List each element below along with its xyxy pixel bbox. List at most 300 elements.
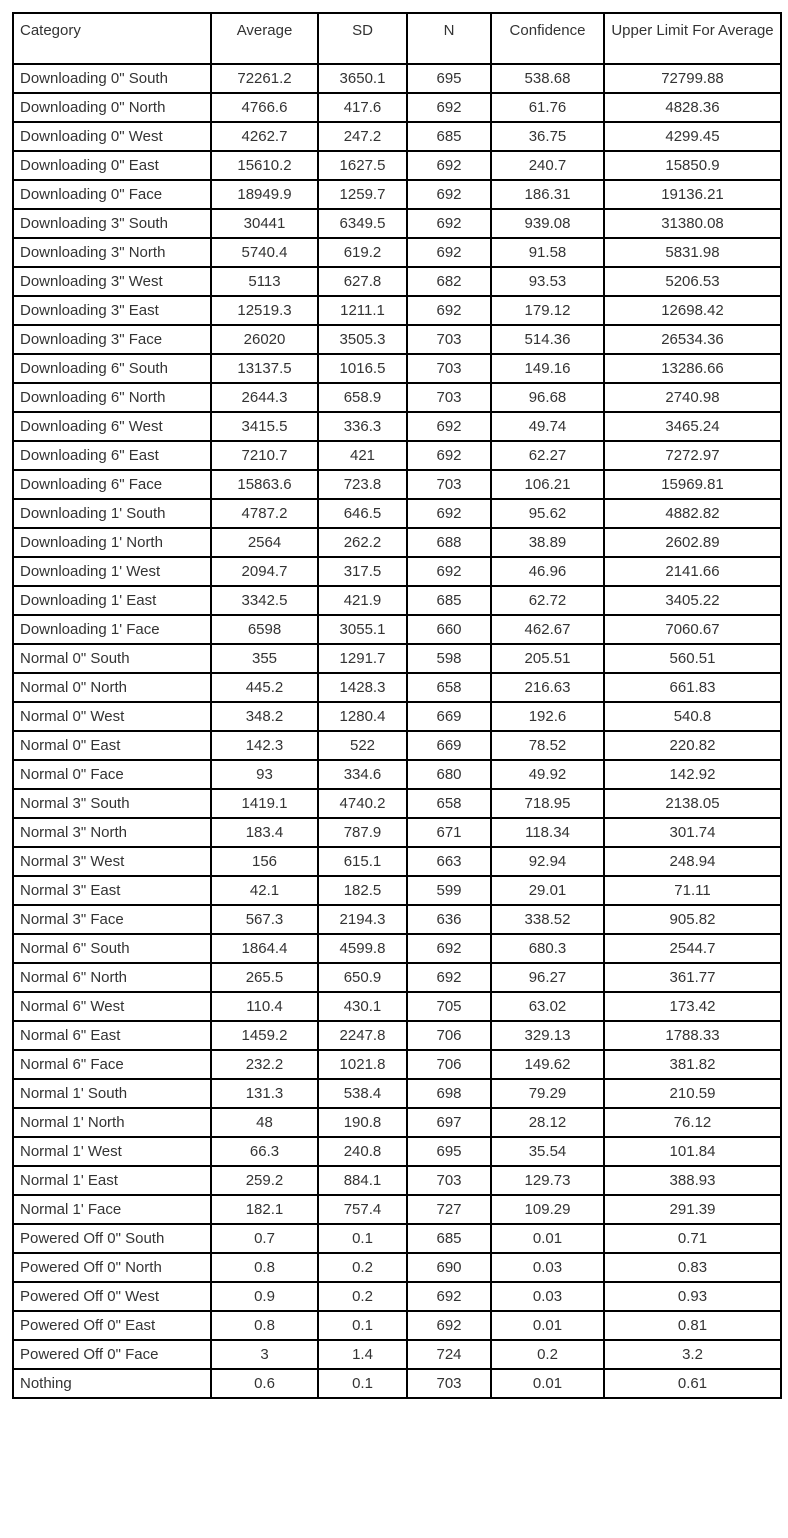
table-row — [13, 1311, 781, 1340]
table-row — [13, 93, 781, 122]
cell-average: 348.2 — [211, 702, 318, 731]
cell-confidence: 28.12 — [491, 1108, 604, 1137]
cell-upper-limit: 291.39 — [604, 1195, 781, 1224]
table-row — [13, 1050, 781, 1079]
cell-upper-limit: 19136.21 — [604, 180, 781, 209]
cell-confidence: 192.6 — [491, 702, 604, 731]
cell-upper-limit: 361.77 — [604, 963, 781, 992]
table-row — [13, 644, 781, 673]
table-row — [13, 1166, 781, 1195]
cell-category: Downloading 1' West — [13, 557, 211, 586]
cell-category: Powered Off 0" South — [13, 1224, 211, 1253]
cell-confidence: 216.63 — [491, 673, 604, 702]
cell-confidence: 63.02 — [491, 992, 604, 1021]
cell-n: 692 — [407, 1282, 491, 1311]
cell-confidence: 538.68 — [491, 64, 604, 93]
cell-upper-limit: 76.12 — [604, 1108, 781, 1137]
cell-category: Downloading 0" Face — [13, 180, 211, 209]
cell-confidence: 240.7 — [491, 151, 604, 180]
cell-upper-limit: 72799.88 — [604, 64, 781, 93]
cell-n: 692 — [407, 209, 491, 238]
cell-confidence: 338.52 — [491, 905, 604, 934]
cell-n: 697 — [407, 1108, 491, 1137]
cell-upper-limit: 7272.97 — [604, 441, 781, 470]
cell-average: 1459.2 — [211, 1021, 318, 1050]
cell-category: Downloading 1' East — [13, 586, 211, 615]
cell-category: Normal 0" West — [13, 702, 211, 731]
cell-category: Downloading 6" West — [13, 412, 211, 441]
cell-confidence: 939.08 — [491, 209, 604, 238]
cell-sd: 3505.3 — [318, 325, 407, 354]
table-row — [13, 789, 781, 818]
cell-average: 131.3 — [211, 1079, 318, 1108]
cell-average: 156 — [211, 847, 318, 876]
cell-sd: 336.3 — [318, 412, 407, 441]
cell-category: Normal 6" Face — [13, 1050, 211, 1079]
cell-upper-limit: 4299.45 — [604, 122, 781, 151]
cell-average: 30441 — [211, 209, 318, 238]
cell-sd: 627.8 — [318, 267, 407, 296]
cell-sd: 0.2 — [318, 1282, 407, 1311]
cell-confidence: 0.01 — [491, 1311, 604, 1340]
table-row — [13, 818, 781, 847]
cell-average: 3342.5 — [211, 586, 318, 615]
cell-category: Downloading 6" Face — [13, 470, 211, 499]
header-category: Category — [13, 13, 211, 64]
cell-sd: 1.4 — [318, 1340, 407, 1369]
cell-n: 663 — [407, 847, 491, 876]
cell-category: Normal 1' Face — [13, 1195, 211, 1224]
cell-sd: 182.5 — [318, 876, 407, 905]
cell-n: 692 — [407, 1311, 491, 1340]
cell-confidence: 186.31 — [491, 180, 604, 209]
cell-confidence: 0.2 — [491, 1340, 604, 1369]
cell-n: 598 — [407, 644, 491, 673]
cell-sd: 757.4 — [318, 1195, 407, 1224]
cell-average: 4787.2 — [211, 499, 318, 528]
cell-n: 685 — [407, 1224, 491, 1253]
table-row — [13, 1282, 781, 1311]
table-row — [13, 847, 781, 876]
table-row — [13, 441, 781, 470]
table-row — [13, 557, 781, 586]
cell-upper-limit: 3465.24 — [604, 412, 781, 441]
cell-upper-limit: 540.8 — [604, 702, 781, 731]
cell-sd: 522 — [318, 731, 407, 760]
cell-category: Powered Off 0" North — [13, 1253, 211, 1282]
cell-category: Downloading 6" South — [13, 354, 211, 383]
cell-category: Downloading 3" South — [13, 209, 211, 238]
cell-upper-limit: 560.51 — [604, 644, 781, 673]
cell-sd: 3650.1 — [318, 64, 407, 93]
cell-confidence: 205.51 — [491, 644, 604, 673]
table-header — [13, 13, 781, 64]
cell-sd: 0.1 — [318, 1369, 407, 1398]
cell-confidence: 96.68 — [491, 383, 604, 412]
cell-upper-limit: 3405.22 — [604, 586, 781, 615]
table-row — [13, 673, 781, 702]
cell-n: 692 — [407, 296, 491, 325]
table-row — [13, 470, 781, 499]
cell-confidence: 78.52 — [491, 731, 604, 760]
cell-category: Normal 1' North — [13, 1108, 211, 1137]
cell-confidence: 49.92 — [491, 760, 604, 789]
cell-average: 4262.7 — [211, 122, 318, 151]
cell-category: Normal 0" North — [13, 673, 211, 702]
cell-average: 259.2 — [211, 1166, 318, 1195]
cell-upper-limit: 2138.05 — [604, 789, 781, 818]
cell-upper-limit: 2602.89 — [604, 528, 781, 557]
cell-average: 5113 — [211, 267, 318, 296]
cell-confidence: 514.36 — [491, 325, 604, 354]
cell-upper-limit: 0.61 — [604, 1369, 781, 1398]
cell-category: Normal 3" South — [13, 789, 211, 818]
cell-n: 669 — [407, 702, 491, 731]
cell-category: Downloading 0" South — [13, 64, 211, 93]
cell-n: 703 — [407, 354, 491, 383]
cell-category: Downloading 3" East — [13, 296, 211, 325]
cell-average: 2644.3 — [211, 383, 318, 412]
cell-average: 4766.6 — [211, 93, 318, 122]
cell-average: 0.9 — [211, 1282, 318, 1311]
cell-sd: 646.5 — [318, 499, 407, 528]
cell-sd: 4599.8 — [318, 934, 407, 963]
cell-category: Normal 3" Face — [13, 905, 211, 934]
cell-average: 12519.3 — [211, 296, 318, 325]
table-row — [13, 267, 781, 296]
table-row — [13, 876, 781, 905]
cell-upper-limit: 248.94 — [604, 847, 781, 876]
cell-upper-limit: 3.2 — [604, 1340, 781, 1369]
table-row — [13, 64, 781, 93]
cell-confidence: 329.13 — [491, 1021, 604, 1050]
cell-n: 658 — [407, 789, 491, 818]
cell-upper-limit: 0.71 — [604, 1224, 781, 1253]
cell-upper-limit: 4828.36 — [604, 93, 781, 122]
cell-n: 658 — [407, 673, 491, 702]
cell-category: Normal 0" Face — [13, 760, 211, 789]
cell-sd: 1291.7 — [318, 644, 407, 673]
cell-n: 703 — [407, 1369, 491, 1398]
cell-n: 669 — [407, 731, 491, 760]
cell-sd: 4740.2 — [318, 789, 407, 818]
cell-sd: 421.9 — [318, 586, 407, 615]
cell-upper-limit: 0.93 — [604, 1282, 781, 1311]
cell-n: 685 — [407, 122, 491, 151]
cell-upper-limit: 173.42 — [604, 992, 781, 1021]
cell-confidence: 149.62 — [491, 1050, 604, 1079]
cell-average: 13137.5 — [211, 354, 318, 383]
cell-sd: 421 — [318, 441, 407, 470]
cell-category: Normal 0" East — [13, 731, 211, 760]
cell-average: 5740.4 — [211, 238, 318, 267]
cell-category: Downloading 0" West — [13, 122, 211, 151]
cell-average: 0.8 — [211, 1253, 318, 1282]
cell-upper-limit: 5206.53 — [604, 267, 781, 296]
cell-average: 7210.7 — [211, 441, 318, 470]
cell-n: 692 — [407, 499, 491, 528]
cell-category: Powered Off 0" Face — [13, 1340, 211, 1369]
cell-n: 688 — [407, 528, 491, 557]
cell-sd: 417.6 — [318, 93, 407, 122]
cell-sd: 262.2 — [318, 528, 407, 557]
cell-average: 232.2 — [211, 1050, 318, 1079]
cell-average: 182.1 — [211, 1195, 318, 1224]
cell-sd: 6349.5 — [318, 209, 407, 238]
table-row — [13, 1224, 781, 1253]
cell-n: 685 — [407, 586, 491, 615]
cell-upper-limit: 12698.42 — [604, 296, 781, 325]
cell-category: Normal 3" North — [13, 818, 211, 847]
cell-average: 355 — [211, 644, 318, 673]
cell-average: 42.1 — [211, 876, 318, 905]
header-upper-limit: Upper Limit For Average — [604, 13, 781, 64]
cell-average: 0.7 — [211, 1224, 318, 1253]
cell-confidence: 718.95 — [491, 789, 604, 818]
cell-sd: 317.5 — [318, 557, 407, 586]
cell-sd: 247.2 — [318, 122, 407, 151]
cell-average: 15863.6 — [211, 470, 318, 499]
cell-sd: 1259.7 — [318, 180, 407, 209]
cell-average: 1419.1 — [211, 789, 318, 818]
cell-average: 93 — [211, 760, 318, 789]
cell-upper-limit: 142.92 — [604, 760, 781, 789]
cell-confidence: 92.94 — [491, 847, 604, 876]
cell-upper-limit: 26534.36 — [604, 325, 781, 354]
cell-upper-limit: 2740.98 — [604, 383, 781, 412]
table-body — [13, 64, 781, 1398]
cell-n: 692 — [407, 93, 491, 122]
cell-sd: 1428.3 — [318, 673, 407, 702]
cell-upper-limit: 71.11 — [604, 876, 781, 905]
cell-confidence: 149.16 — [491, 354, 604, 383]
cell-confidence: 462.67 — [491, 615, 604, 644]
cell-average: 1864.4 — [211, 934, 318, 963]
cell-average: 3 — [211, 1340, 318, 1369]
cell-n: 692 — [407, 441, 491, 470]
table-row — [13, 1253, 781, 1282]
cell-average: 72261.2 — [211, 64, 318, 93]
cell-category: Normal 0" South — [13, 644, 211, 673]
cell-sd: 3055.1 — [318, 615, 407, 644]
cell-category: Normal 6" West — [13, 992, 211, 1021]
cell-category: Downloading 6" North — [13, 383, 211, 412]
table-row — [13, 238, 781, 267]
cell-confidence: 129.73 — [491, 1166, 604, 1195]
cell-n: 680 — [407, 760, 491, 789]
cell-category: Powered Off 0" West — [13, 1282, 211, 1311]
cell-sd: 0.2 — [318, 1253, 407, 1282]
cell-category: Normal 6" North — [13, 963, 211, 992]
cell-confidence: 93.53 — [491, 267, 604, 296]
cell-upper-limit: 0.81 — [604, 1311, 781, 1340]
cell-sd: 538.4 — [318, 1079, 407, 1108]
table-row — [13, 296, 781, 325]
cell-n: 692 — [407, 934, 491, 963]
cell-n: 698 — [407, 1079, 491, 1108]
cell-confidence: 179.12 — [491, 296, 604, 325]
cell-average: 0.8 — [211, 1311, 318, 1340]
cell-sd: 615.1 — [318, 847, 407, 876]
cell-category: Normal 1' West — [13, 1137, 211, 1166]
cell-sd: 723.8 — [318, 470, 407, 499]
cell-average: 110.4 — [211, 992, 318, 1021]
cell-n: 703 — [407, 470, 491, 499]
cell-upper-limit: 7060.67 — [604, 615, 781, 644]
table-row — [13, 151, 781, 180]
cell-average: 3415.5 — [211, 412, 318, 441]
cell-confidence: 49.74 — [491, 412, 604, 441]
cell-category: Normal 1' East — [13, 1166, 211, 1195]
header-n: N — [407, 13, 491, 64]
cell-confidence: 118.34 — [491, 818, 604, 847]
cell-sd: 1211.1 — [318, 296, 407, 325]
cell-average: 567.3 — [211, 905, 318, 934]
cell-n: 695 — [407, 1137, 491, 1166]
table-row — [13, 963, 781, 992]
cell-n: 727 — [407, 1195, 491, 1224]
cell-n: 692 — [407, 238, 491, 267]
cell-sd: 2194.3 — [318, 905, 407, 934]
cell-confidence: 0.01 — [491, 1369, 604, 1398]
cell-upper-limit: 210.59 — [604, 1079, 781, 1108]
table-row — [13, 702, 781, 731]
cell-confidence: 62.27 — [491, 441, 604, 470]
cell-n: 660 — [407, 615, 491, 644]
data-table — [12, 12, 782, 1399]
header-average: Average — [211, 13, 318, 64]
cell-category: Normal 6" East — [13, 1021, 211, 1050]
cell-n: 636 — [407, 905, 491, 934]
cell-average: 2094.7 — [211, 557, 318, 586]
table-row — [13, 1108, 781, 1137]
cell-category: Downloading 0" North — [13, 93, 211, 122]
cell-category: Downloading 3" West — [13, 267, 211, 296]
table-row — [13, 528, 781, 557]
cell-upper-limit: 301.74 — [604, 818, 781, 847]
cell-sd: 240.8 — [318, 1137, 407, 1166]
cell-upper-limit: 2544.7 — [604, 934, 781, 963]
cell-confidence: 91.58 — [491, 238, 604, 267]
table-row — [13, 325, 781, 354]
cell-category: Downloading 3" Face — [13, 325, 211, 354]
table-row — [13, 354, 781, 383]
cell-confidence: 96.27 — [491, 963, 604, 992]
cell-n: 692 — [407, 180, 491, 209]
cell-sd: 1280.4 — [318, 702, 407, 731]
cell-upper-limit: 905.82 — [604, 905, 781, 934]
cell-category: Downloading 0" East — [13, 151, 211, 180]
cell-confidence: 109.29 — [491, 1195, 604, 1224]
cell-n: 692 — [407, 412, 491, 441]
cell-confidence: 0.01 — [491, 1224, 604, 1253]
table-row — [13, 1340, 781, 1369]
cell-upper-limit: 661.83 — [604, 673, 781, 702]
cell-category: Normal 6" South — [13, 934, 211, 963]
cell-confidence: 0.03 — [491, 1253, 604, 1282]
cell-category: Downloading 6" East — [13, 441, 211, 470]
cell-n: 692 — [407, 963, 491, 992]
table-row — [13, 383, 781, 412]
cell-upper-limit: 0.83 — [604, 1253, 781, 1282]
table-row — [13, 731, 781, 760]
cell-average: 265.5 — [211, 963, 318, 992]
cell-sd: 1021.8 — [318, 1050, 407, 1079]
table-row — [13, 1369, 781, 1398]
cell-n: 724 — [407, 1340, 491, 1369]
table-row — [13, 209, 781, 238]
cell-average: 0.6 — [211, 1369, 318, 1398]
cell-confidence: 62.72 — [491, 586, 604, 615]
cell-sd: 334.6 — [318, 760, 407, 789]
cell-n: 706 — [407, 1021, 491, 1050]
header-row — [13, 13, 781, 64]
cell-confidence: 35.54 — [491, 1137, 604, 1166]
cell-confidence: 29.01 — [491, 876, 604, 905]
cell-average: 15610.2 — [211, 151, 318, 180]
cell-sd: 884.1 — [318, 1166, 407, 1195]
cell-sd: 619.2 — [318, 238, 407, 267]
cell-sd: 0.1 — [318, 1311, 407, 1340]
cell-upper-limit: 388.93 — [604, 1166, 781, 1195]
cell-n: 671 — [407, 818, 491, 847]
table-row — [13, 1137, 781, 1166]
cell-upper-limit: 15850.9 — [604, 151, 781, 180]
cell-n: 690 — [407, 1253, 491, 1282]
cell-average: 142.3 — [211, 731, 318, 760]
cell-category: Downloading 1' North — [13, 528, 211, 557]
table-row — [13, 905, 781, 934]
table-row — [13, 586, 781, 615]
cell-upper-limit: 1788.33 — [604, 1021, 781, 1050]
cell-confidence: 46.96 — [491, 557, 604, 586]
cell-category: Normal 3" East — [13, 876, 211, 905]
cell-average: 2564 — [211, 528, 318, 557]
cell-sd: 2247.8 — [318, 1021, 407, 1050]
table-row — [13, 1079, 781, 1108]
cell-upper-limit: 220.82 — [604, 731, 781, 760]
cell-n: 705 — [407, 992, 491, 1021]
cell-average: 26020 — [211, 325, 318, 354]
table-row — [13, 934, 781, 963]
cell-sd: 190.8 — [318, 1108, 407, 1137]
cell-sd: 430.1 — [318, 992, 407, 1021]
cell-upper-limit: 101.84 — [604, 1137, 781, 1166]
cell-n: 703 — [407, 383, 491, 412]
table-row — [13, 122, 781, 151]
header-sd: SD — [318, 13, 407, 64]
table-row — [13, 760, 781, 789]
cell-sd: 1016.5 — [318, 354, 407, 383]
table-row — [13, 615, 781, 644]
cell-category: Nothing — [13, 1369, 211, 1398]
cell-sd: 1627.5 — [318, 151, 407, 180]
cell-average: 183.4 — [211, 818, 318, 847]
cell-sd: 0.1 — [318, 1224, 407, 1253]
cell-sd: 787.9 — [318, 818, 407, 847]
cell-category: Normal 1' South — [13, 1079, 211, 1108]
cell-average: 18949.9 — [211, 180, 318, 209]
cell-confidence: 680.3 — [491, 934, 604, 963]
cell-n: 692 — [407, 151, 491, 180]
cell-n: 599 — [407, 876, 491, 905]
cell-n: 703 — [407, 325, 491, 354]
cell-n: 682 — [407, 267, 491, 296]
cell-n: 692 — [407, 557, 491, 586]
cell-upper-limit: 15969.81 — [604, 470, 781, 499]
cell-confidence: 106.21 — [491, 470, 604, 499]
cell-average: 48 — [211, 1108, 318, 1137]
